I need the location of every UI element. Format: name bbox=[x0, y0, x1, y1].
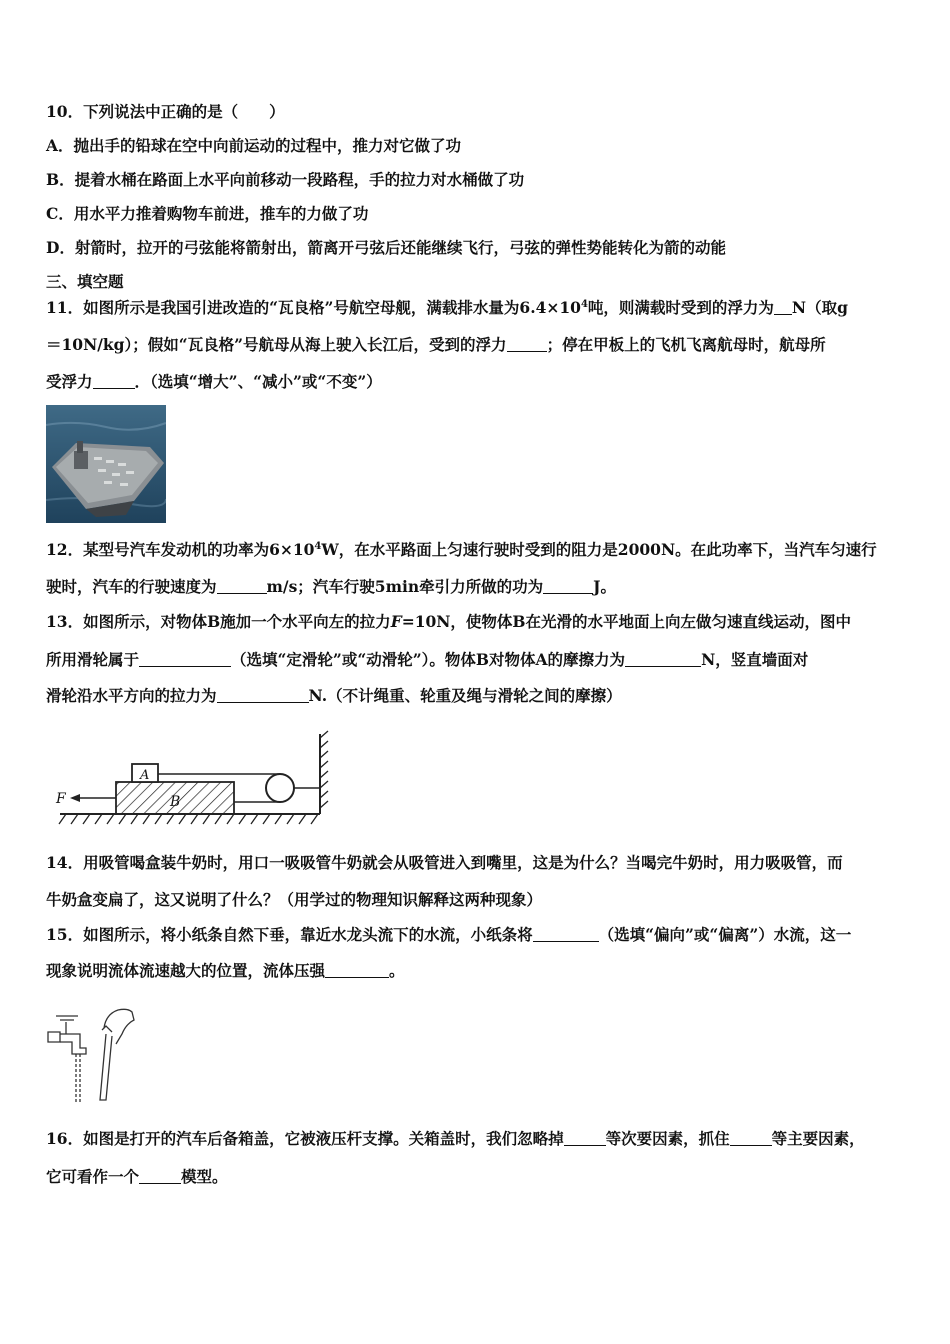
answer-blank[interactable] bbox=[93, 374, 135, 389]
block-a-label: A bbox=[140, 768, 150, 783]
answer-blank[interactable] bbox=[217, 688, 309, 703]
answer-blank[interactable] bbox=[564, 1131, 606, 1146]
block-b-label: B bbox=[170, 794, 181, 810]
q14-line-2: 牛奶盒变扁了，这又说明了什么？（用学过的物理知识解释这两种现象） bbox=[46, 890, 543, 909]
q15-line-2: 现象说明流体流速越大的位置，流体压强 。 bbox=[46, 961, 405, 980]
answer-blank[interactable] bbox=[139, 652, 231, 667]
q10-option-c: C．用水平力推着购物车前进，推车的力做了功 bbox=[46, 204, 369, 223]
force-label: F bbox=[56, 791, 66, 807]
answer-blank[interactable] bbox=[543, 579, 593, 594]
q11-line-2: ＝10N/kg）；假如“瓦良格”号航母从海上驶入长江后，受到的浮力 ；停在甲板上的飞机飞离航母时，航母所 bbox=[46, 335, 826, 354]
q11-line-1: 11．如图所示是我国引进改造的“瓦良格”号航空母舰，满载排水量为$6.4\times 10^4$吨，则满载时受到的浮力为 N（取g bbox=[46, 298, 848, 317]
answer-blank[interactable] bbox=[774, 300, 792, 315]
answer-blank[interactable] bbox=[139, 1169, 181, 1184]
q12-line-2: 驶时，汽车的行驶速度为 m/s；汽车行驶5min牵引力所做的功为 J。 bbox=[46, 577, 616, 596]
q10-stem: 10．下列说法中正确的是（ ） bbox=[46, 102, 285, 121]
q13-line-3: 滑轮沿水平方向的拉力为 N.（不计绳重、轮重及绳与滑轮之间的摩擦） bbox=[46, 686, 622, 705]
wall bbox=[320, 731, 328, 814]
answer-blank[interactable] bbox=[730, 1131, 772, 1146]
answer-blank[interactable] bbox=[625, 652, 701, 667]
answer-blank[interactable] bbox=[325, 963, 389, 978]
ground bbox=[59, 814, 320, 824]
q10-option-a: A．抛出手的铅球在空中向前运动的过程中，推力对它做了功 bbox=[46, 136, 462, 155]
q16-line-1: 16．如图是打开的汽车后备箱盖，它被液压杆支撑。关箱盖时，我们忽略掉 等次要因素，抓住 等主要因素， bbox=[46, 1129, 865, 1148]
section-title: 三、填空题 bbox=[46, 272, 124, 291]
q12-line-1: 12．某型号汽车发动机的功率为$6\times 10^4W$，在水平路面上匀速行驶时受到的阻力是2000N。在此功率下，当汽车匀速行 bbox=[46, 540, 877, 559]
faucet-figure bbox=[46, 1004, 138, 1104]
q13-line-2: 所用滑轮属于 （选填“定滑轮”或“动滑轮”）。物体B对物体A的摩擦力为 N，竖直墙面对 bbox=[46, 650, 809, 669]
q10-option-d: D．射箭时，拉开的弓弦能将箭射出，箭离开弓弦后还能继续飞行，弓弦的弹性势能转化为箭的动能 bbox=[46, 238, 726, 257]
aircraft-carrier-photo bbox=[46, 405, 166, 523]
q10-option-b: B．提着水桶在路面上水平向前移动一段路程，手的拉力对水桶做了功 bbox=[46, 170, 525, 189]
q14-line-1: 14．用吸管喝盒装牛奶时，用口一吸吸管牛奶就会从吸管进入到嘴里，这是为什么？当喝完牛奶时，用力吸吸管，而 bbox=[46, 853, 843, 872]
pulley-diagram bbox=[48, 728, 338, 830]
answer-blank[interactable] bbox=[507, 337, 547, 352]
pulley-wheel bbox=[266, 774, 294, 802]
q15-line-1: 15．如图所示，将小纸条自然下垂，靠近水龙头流下的水流，小纸条将 （选填“偏向”或“偏离”）水流，这一 bbox=[46, 925, 852, 944]
q13-line-1: 13．如图所示，对物体B施加一个水平向左的拉力F=10N，使物体B在光滑的水平地面上向左做匀速直线运动，图中 bbox=[46, 612, 852, 631]
answer-blank[interactable] bbox=[533, 927, 599, 942]
arrow-head-icon bbox=[70, 794, 80, 802]
q16-line-2: 它可看作一个 模型。 bbox=[46, 1167, 228, 1186]
answer-blank[interactable] bbox=[217, 579, 267, 594]
q11-line-3: 受浮力 ．（选填“增大”、“减小”或“不变”） bbox=[46, 372, 382, 391]
